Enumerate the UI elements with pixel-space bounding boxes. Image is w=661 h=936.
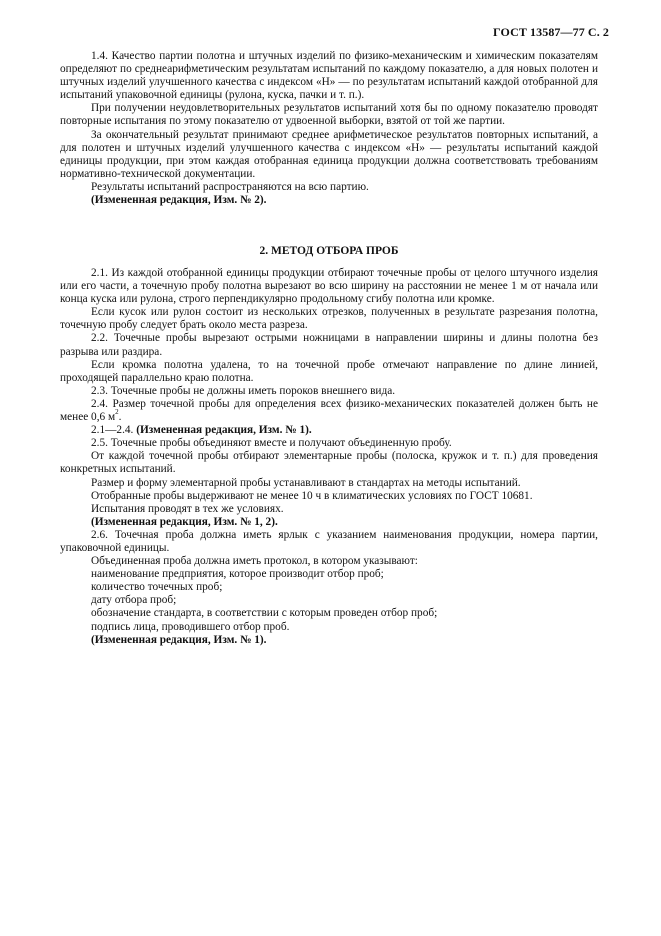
- paragraph-conditioning: Отобранные пробы выдерживают не менее 10 ч в климатических условиях по ГОСТ 10681.: [91, 489, 533, 502]
- paragraph-multiple-cuts: Если кусок или рулон состоит из нескольких отрезков, полученных в результате разрезания полотна, точечную пробу следует брать около места разреза.: [60, 306, 598, 332]
- paragraph-2-4: [60, 398, 598, 424]
- list-item: количество точечных проб;: [91, 581, 223, 594]
- paragraph-2-2: 2.2. Точечные пробы вырезают острыми ножницами в направлении ширины и длины полотна без разрыва или раздира.: [60, 332, 598, 358]
- list-item: подпись лица, проводившего отбор проб.: [91, 620, 290, 633]
- section-1-content: [60, 50, 598, 207]
- paragraph-retest: При получении неудовлетворительных результатов испытаний хотя бы по одному показателю проводят повторные испытания по этому показателю от удвоенной выборки, взятой от той же партии.: [60, 102, 598, 128]
- paragraph-edge-removed: Если кромка полотна удалена, то на точечной пробе отмечают направление по длине линией, проходящей параллельно краю полотна.: [60, 358, 598, 384]
- paragraph-2-3: 2.3. Точечные пробы не должны иметь пороков внешнего вида.: [91, 384, 396, 397]
- amendment-text: (Измененная редакция, Изм. № 1).: [136, 424, 312, 437]
- paragraph-results-scope: Результаты испытаний распространяются на всю партию.: [91, 180, 369, 193]
- list-item: наименование предприятия, которое производит отбор проб;: [91, 568, 384, 581]
- paragraph-1-4-full: 1.4. Качество партии полотна и штучных изделий по физико-механическим и химическим показателям определяют по среднеарифметическим результатам испытаний по каждому показателю, а для новых полотен и штучных изделий улучшенного качества с индексом «Н» — по результатам испытаний каждой отобранной для испытаний упаковочной единицы (рулона, куска, пачки и т. п.).: [60, 50, 598, 102]
- paragraph-sample-size: Размер и форму элементарной пробы устанавливают в стандартах на методы испытаний.: [91, 476, 521, 489]
- amendment-note-1: (Измененная редакция, Изм. № 2).: [91, 194, 267, 207]
- paragraph-elementary-samples: От каждой точечной пробы отбирают элементарные пробы (полоска, кружок и т. п.) для проведения конкретных испытаний.: [60, 450, 598, 476]
- list-item: обозначение стандарта, в соответствии с которым проведен отбор проб;: [91, 607, 438, 620]
- paragraph-test-conditions: Испытания проводят в тех же условиях.: [91, 502, 284, 515]
- paragraph-2-5: 2.5. Точечные пробы объединяют вместе и получают объединенную пробу.: [91, 437, 452, 450]
- section-2-title: 2. МЕТОД ОТБОРА ПРОБ: [259, 245, 399, 257]
- paragraph-2-1: 2.1. Из каждой отобранной единицы продукции отбирают точечные пробы от целого штучного изделия или его части, а точечную пробу полотна вырезают во всю ширину на расстоянии не менее 1 м от начала или конца куска или рулона, строго перпендикулярно продольному сгибу полотна или кромке.: [60, 267, 598, 306]
- paragraph-2-4-text: 2.4. Размер точечной пробы для определения всех физико-механических показателей должен быть не менее 0,6 м: [60, 397, 598, 424]
- superscript-2: 2: [115, 408, 119, 417]
- paragraph-2-4-end: .: [118, 411, 122, 424]
- paragraph-final-result: За окончательный результат принимают среднее арифметическое результатов повторных испытаний, а для полотен и штучных изделий улучшенного качества с индексом «Н» — результаты испытаний каждой единицы продукции, при этом каждая отобранная единица продукции должна соответствовать требованиям нормативно-технической документации.: [60, 128, 598, 180]
- section-2-content: [60, 267, 598, 647]
- amendment-note-2-1-2-4: [60, 424, 598, 437]
- amendment-note-3: (Измененная редакция, Изм. № 1, 2).: [91, 515, 278, 528]
- amendment-range: 2.1—2.4.: [91, 424, 134, 437]
- page-header: ГОСТ 13587—77 С. 2: [493, 25, 609, 39]
- paragraph-2-6: 2.6. Точечная проба должна иметь ярлык с указанием наименования продукции, номера партии, упаковочной единицы.: [60, 528, 598, 554]
- list-item: дату отбора проб;: [91, 594, 177, 607]
- paragraph-protocol: Объединенная проба должна иметь протокол, в котором указывают:: [91, 555, 418, 568]
- amendment-note-4: (Измененная редакция, Изм. № 1).: [91, 633, 267, 646]
